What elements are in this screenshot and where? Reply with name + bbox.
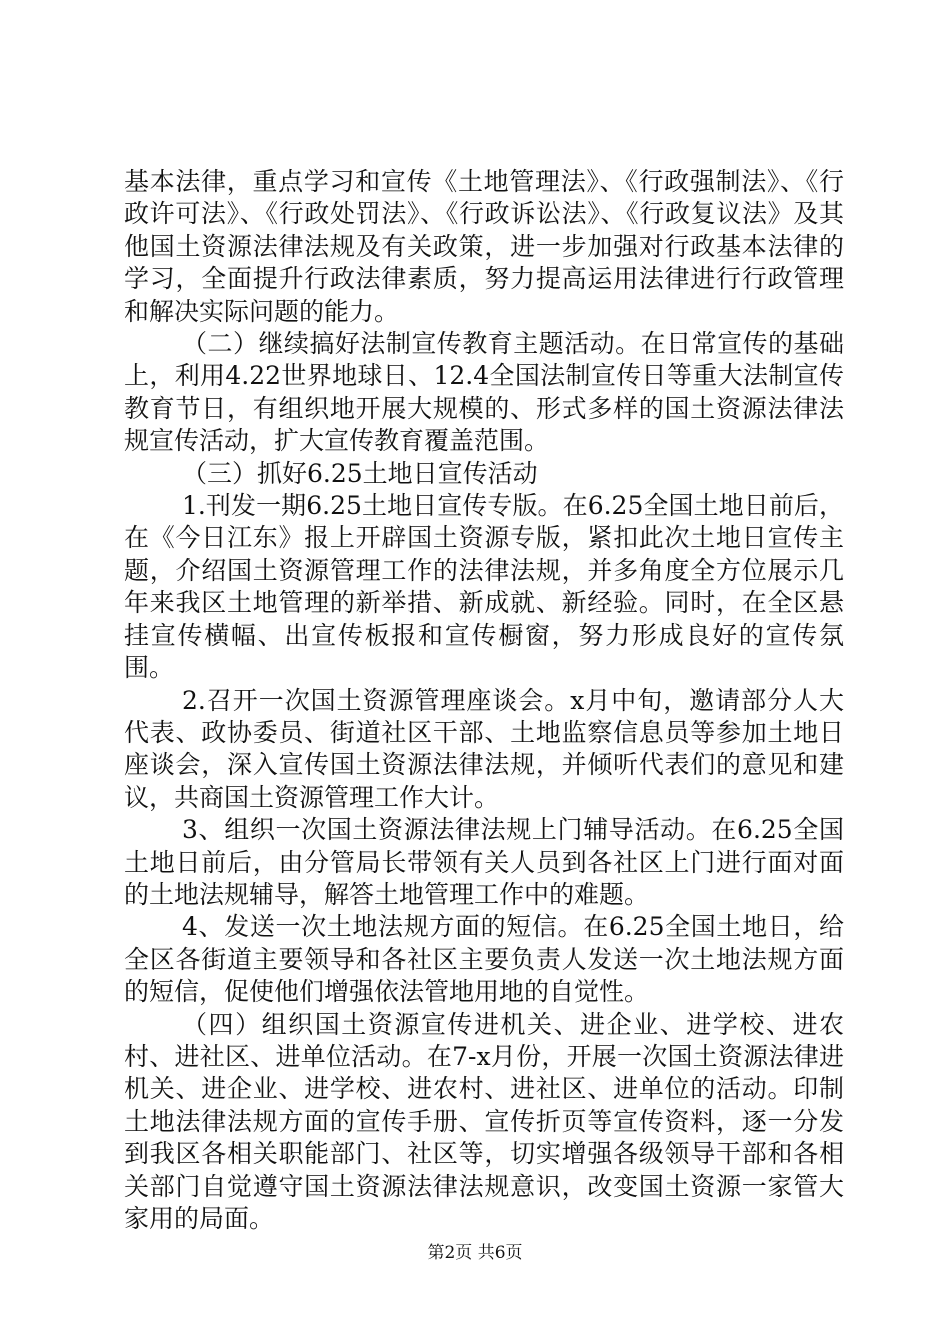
document-body [124,166,844,1235]
paragraph-7: 4、发送一次土地法规方面的短信。在6.25全国土地日，给全区各街道主要领导和各社区主要负责人发送一次土地法规方面的短信，促使他们增强依法管地用地的自觉性。 [124,912,844,1007]
paragraph-1: 基本法律，重点学习和宣传《土地管理法》、《行政强制法》、《行政许可法》、《行政处罚法》、《行政诉讼法》、《行政复议法》及其他国土资源法律法规及有关政策，进一步加强对行政基本法律的学习，全面提升行政法律素质，努力提高运用法律进行行政管理和解决实际问题的能力。 [124,167,844,326]
page-footer: 第2页 共6页 [427,1243,523,1263]
paragraph-2: （二）继续搞好法制宣传教育主题活动。在日常宣传的基础上，利用4.22世界地球日、12.4全国法制宣传日等重大法制宣传教育节日，有组织地开展大规模的、形式多样的国土资源法律法规宣传活动，扩大宣传教育覆盖范围。 [124,329,844,456]
paragraph-5: 2.召开一次国土资源管理座谈会。x月中旬，邀请部分人大代表、政协委员、街道社区干部、土地监察信息员等参加土地日座谈会，深入宣传国土资源法律法规，并倾听代表们的意见和建议，共商国土资源管理工作大计。 [124,685,844,812]
paragraph-3: （三）抓好6.25土地日宣传活动 [182,458,538,488]
paragraph-6: 3、组织一次国土资源法律法规上门辅导活动。在6.25全国土地日前后，由分管局长带领有关人员到各社区上门进行面对面的土地法规辅导，解答土地管理工作中的难题。 [124,815,844,909]
paragraph-4: 1.刊发一期6.25土地日宣传专版。在6.25全国土地日前后，在《今日江东》报上开辟国土资源专版，紧扣此次土地日宣传主题，介绍国土资源管理工作的法律法规，并多角度全方位展示几年来我区土地管理的新举措、新成就、新经验。同时，在全区悬挂宣传横幅、出宣传板报和宣传橱窗，努力形成良好的宣传氛围。 [124,491,844,683]
paragraph-8: （四）组织国土资源宣传进机关、进企业、进学校、进农村、进社区、进单位活动。在7-x月份，开展一次国土资源法律进机关、进企业、进学校、进农村、进社区、进单位的活动。印制土地法律法规方面的宣传手册、宣传折页等宣传资料，逐一分发到我区各相关职能部门、社区等，切实增强各级领导干部和各相关部门自觉遵守国土资源法律法规意识，改变国土资源一家管大家用的局面。 [124,1009,844,1233]
